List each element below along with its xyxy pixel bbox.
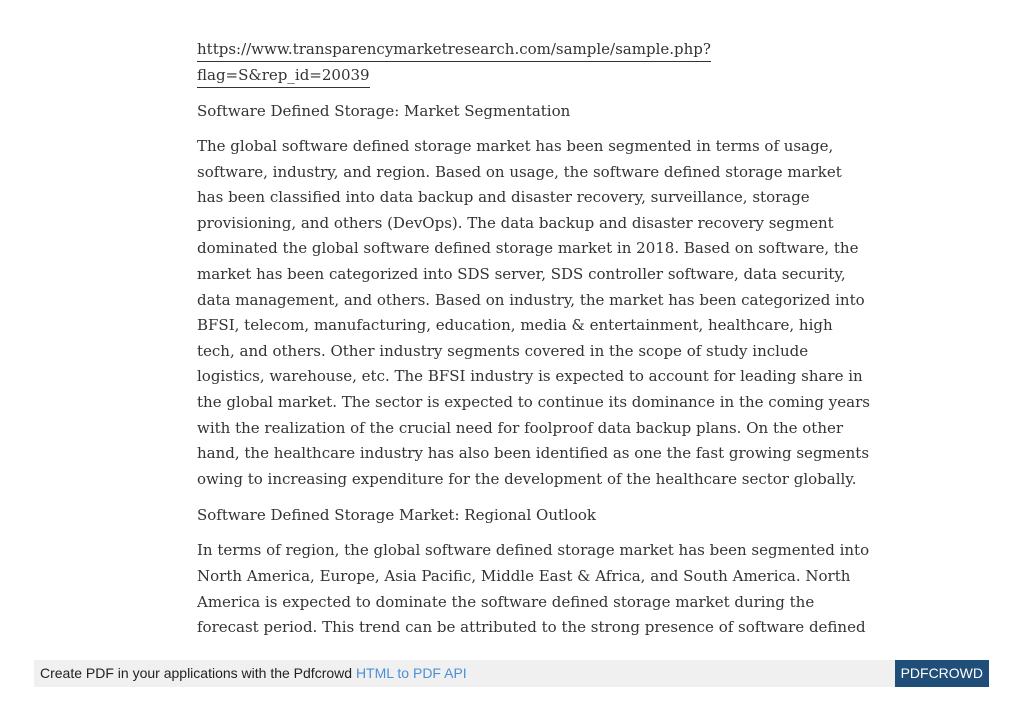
pdfcrowd-brand-badge[interactable]: PDFCROWD [895,660,989,687]
paragraph-line: forecast period. This trend can be attributed to the strong presence of software defined [197,618,866,637]
paragraph-line: In terms of region, the global software defined storage market has been segmented into [197,541,870,560]
paragraph-regional-outlook [197,538,870,640]
paragraph-line: market has been categorized into SDS server, SDS controller software, data security, [197,264,846,283]
document-body [197,36,870,651]
source-link-line2: flag=S&rep_id=20039 [197,66,370,84]
footer-message: Create PDF in your applications with the Pdfcrowd [40,665,356,681]
paragraph-line: hand, the healthcare industry has also been identified as one the fast growing segments [197,444,870,463]
paragraph-line: data management, and others. Based on industry, the market has been categorized into [197,290,865,309]
footer-text [40,660,467,687]
paragraph-line: The global software defined storage market has been segmented in terms of usage, [197,137,834,155]
paragraph-line: owing to increasing expenditure for the development of the healthcare sector globally. [197,469,857,488]
source-link-line1: https://www.transparencymarketresearch.com/sample/sample.php? [197,40,711,58]
section-heading-segmentation: Software Defined Storage: Market Segmentation [197,102,571,120]
paragraph-segmentation [197,134,870,492]
paragraph-line: dominated the global software defined storage market in 2018. Based on software, the [197,239,859,258]
source-link-continued[interactable] [197,63,370,88]
paragraph-line: tech, and others. Other industry segments covered in the scope of study include [197,341,809,360]
paragraph-line: the global market. The sector is expected to continue its dominance in the coming years [197,392,870,411]
pdfcrowd-footer-bar [34,660,989,687]
paragraph-line: provisioning, and others (DevOps). The data backup and disaster recovery segment [197,213,834,232]
html-to-pdf-api-link[interactable]: HTML to PDF API [355,665,467,681]
paragraph-line: software, industry, and region. Based on usage, the software defined storage market [197,162,842,181]
source-link-block [197,36,837,88]
paragraph-line: BFSI, telecom, manufacturing, education, media & entertainment, healthcare, high [197,316,833,335]
paragraph-line: America is expected to dominate the software defined storage market during the [197,592,815,611]
source-link[interactable] [197,37,711,62]
paragraph-line: North America, Europe, Asia Pacific, Middle East & Africa, and South America. North [197,566,851,585]
paragraph-line: logistics, warehouse, etc. The BFSI industry is expected to account for leading share in [197,367,863,386]
paragraph-line: has been classified into data backup and disaster recovery, surveillance, storage [197,188,810,207]
paragraph-line: with the realization of the crucial need for foolproof data backup plans. On the other [197,418,844,437]
section-heading-regional-outlook: Software Defined Storage Market: Regional Outlook [197,506,596,525]
